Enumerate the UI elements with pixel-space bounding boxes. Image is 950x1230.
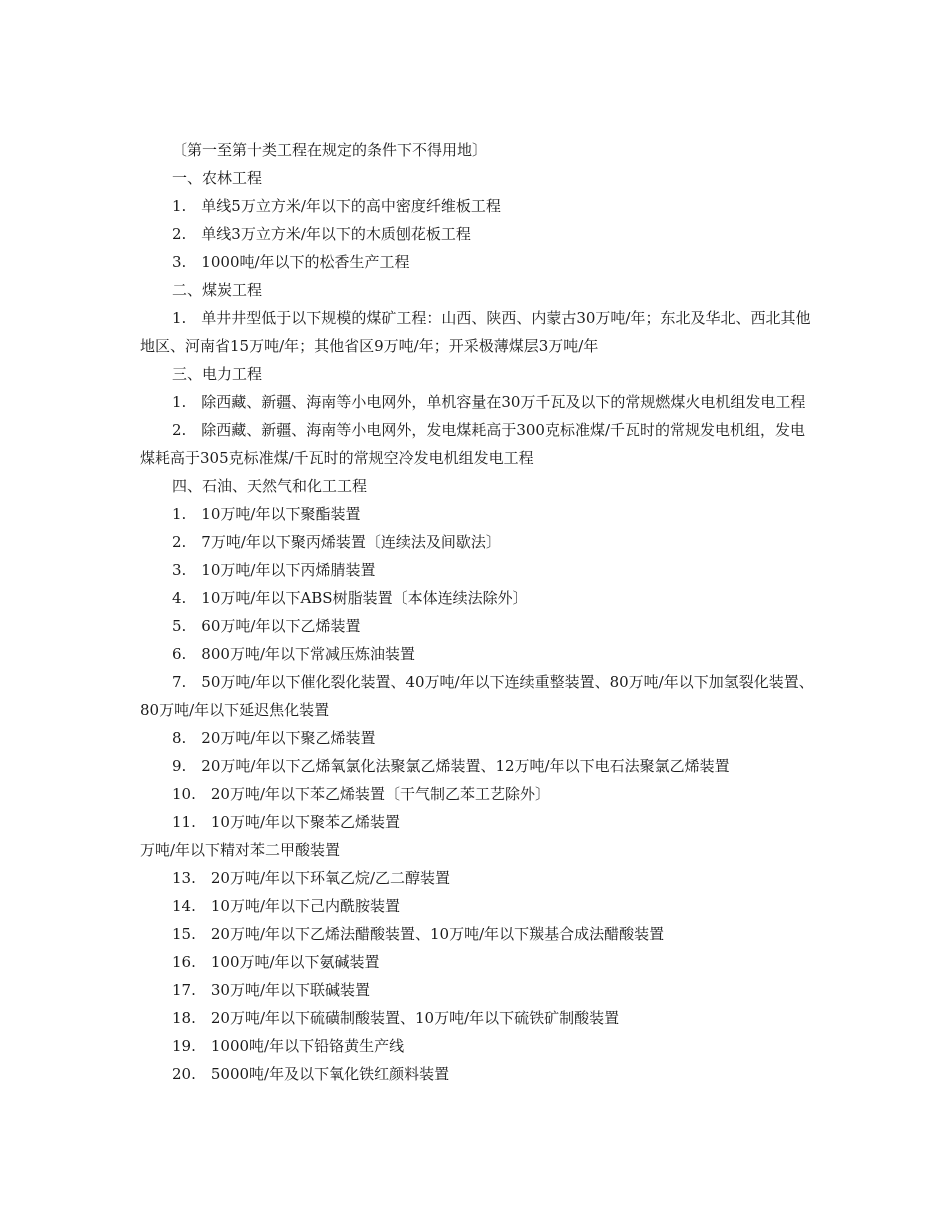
list-item: 14. 10万吨/年以下己内酰胺装置 bbox=[172, 897, 400, 915]
list-item: 11. 10万吨/年以下聚苯乙烯装置 bbox=[172, 813, 400, 831]
list-item: 15. 20万吨/年以下乙烯法醋酸装置、10万吨/年以下羰基合成法醋酸装置 bbox=[172, 925, 665, 943]
list-item: 1. 单井井型低于以下规模的煤矿工程：山西、陕西、内蒙古30万吨/年；东北及华北、西北其他地区、河南省15万吨/年；其他省区9万吨/年；开采极薄煤层3万吨/年 bbox=[140, 309, 811, 355]
list-item: 6. 800万吨/年以下常减压炼油装置 bbox=[172, 645, 415, 663]
list-item: 16. 100万吨/年以下氨碱装置 bbox=[172, 953, 380, 971]
list-item: 18. 20万吨/年以下硫磺制酸装置、10万吨/年以下硫铁矿制酸装置 bbox=[172, 1009, 620, 1027]
list-item: 万吨/年以下精对苯二甲酸装置 bbox=[140, 841, 341, 859]
list-item: 7. 50万吨/年以下催化裂化装置、40万吨/年以下连续重整装置、80万吨/年以下加氢裂化装置、80万吨/年以下延迟焦化装置 bbox=[140, 673, 814, 719]
list-item: 1. 单线5万立方米/年以下的高中密度纤维板工程 bbox=[172, 197, 501, 215]
list-item: 1. 10万吨/年以下聚酯装置 bbox=[172, 505, 361, 523]
list-item: 19. 1000吨/年以下铅铬黄生产线 bbox=[172, 1037, 405, 1055]
list-item: 4. 10万吨/年以下ABS树脂装置〔本体连续法除外〕 bbox=[172, 589, 528, 607]
list-item: 3. 10万吨/年以下丙烯腈装置 bbox=[172, 561, 376, 579]
list-item: 17. 30万吨/年以下联碱装置 bbox=[172, 981, 370, 999]
document-body bbox=[140, 136, 815, 1088]
list-item: 13. 20万吨/年以下环氧乙烷/乙二醇装置 bbox=[172, 869, 451, 887]
list-item: 2. 7万吨/年以下聚丙烯装置〔连续法及间歇法〕 bbox=[172, 533, 501, 551]
list-item: 20. 5000吨/年及以下氧化铁红颜料装置 bbox=[172, 1065, 450, 1083]
section-heading-agriculture: 一、农林工程 bbox=[172, 169, 263, 187]
section-heading-power: 三、电力工程 bbox=[172, 365, 263, 383]
list-item: 9. 20万吨/年以下乙烯氧氯化法聚氯乙烯装置、12万吨/年以下电石法聚氯乙烯装置 bbox=[172, 757, 730, 775]
list-item: 5. 60万吨/年以下乙烯装置 bbox=[172, 617, 361, 635]
list-item: 1. 除西藏、新疆、海南等小电网外，单机容量在30万千瓦及以下的常规燃煤火电机组发电工程 bbox=[172, 393, 806, 411]
list-item: 10. 20万吨/年以下苯乙烯装置〔干气制乙苯工艺除外〕 bbox=[172, 785, 550, 803]
note-paragraph: 〔第一至第十类工程在规定的条件下不得用地〕 bbox=[172, 141, 488, 159]
section-heading-petrochemical: 四、石油、天然气和化工工程 bbox=[172, 477, 368, 495]
section-heading-coal: 二、煤炭工程 bbox=[172, 281, 263, 299]
list-item: 3. 1000吨/年以下的松香生产工程 bbox=[172, 253, 410, 271]
list-item: 8. 20万吨/年以下聚乙烯装置 bbox=[172, 729, 376, 747]
list-item: 2. 单线3万立方米/年以下的木质刨花板工程 bbox=[172, 225, 471, 243]
list-item: 2. 除西藏、新疆、海南等小电网外，发电煤耗高于300克标准煤/千瓦时的常规发电机组，发电煤耗高于305克标准煤/千瓦时的常规空冷发电机组发电工程 bbox=[140, 421, 805, 467]
